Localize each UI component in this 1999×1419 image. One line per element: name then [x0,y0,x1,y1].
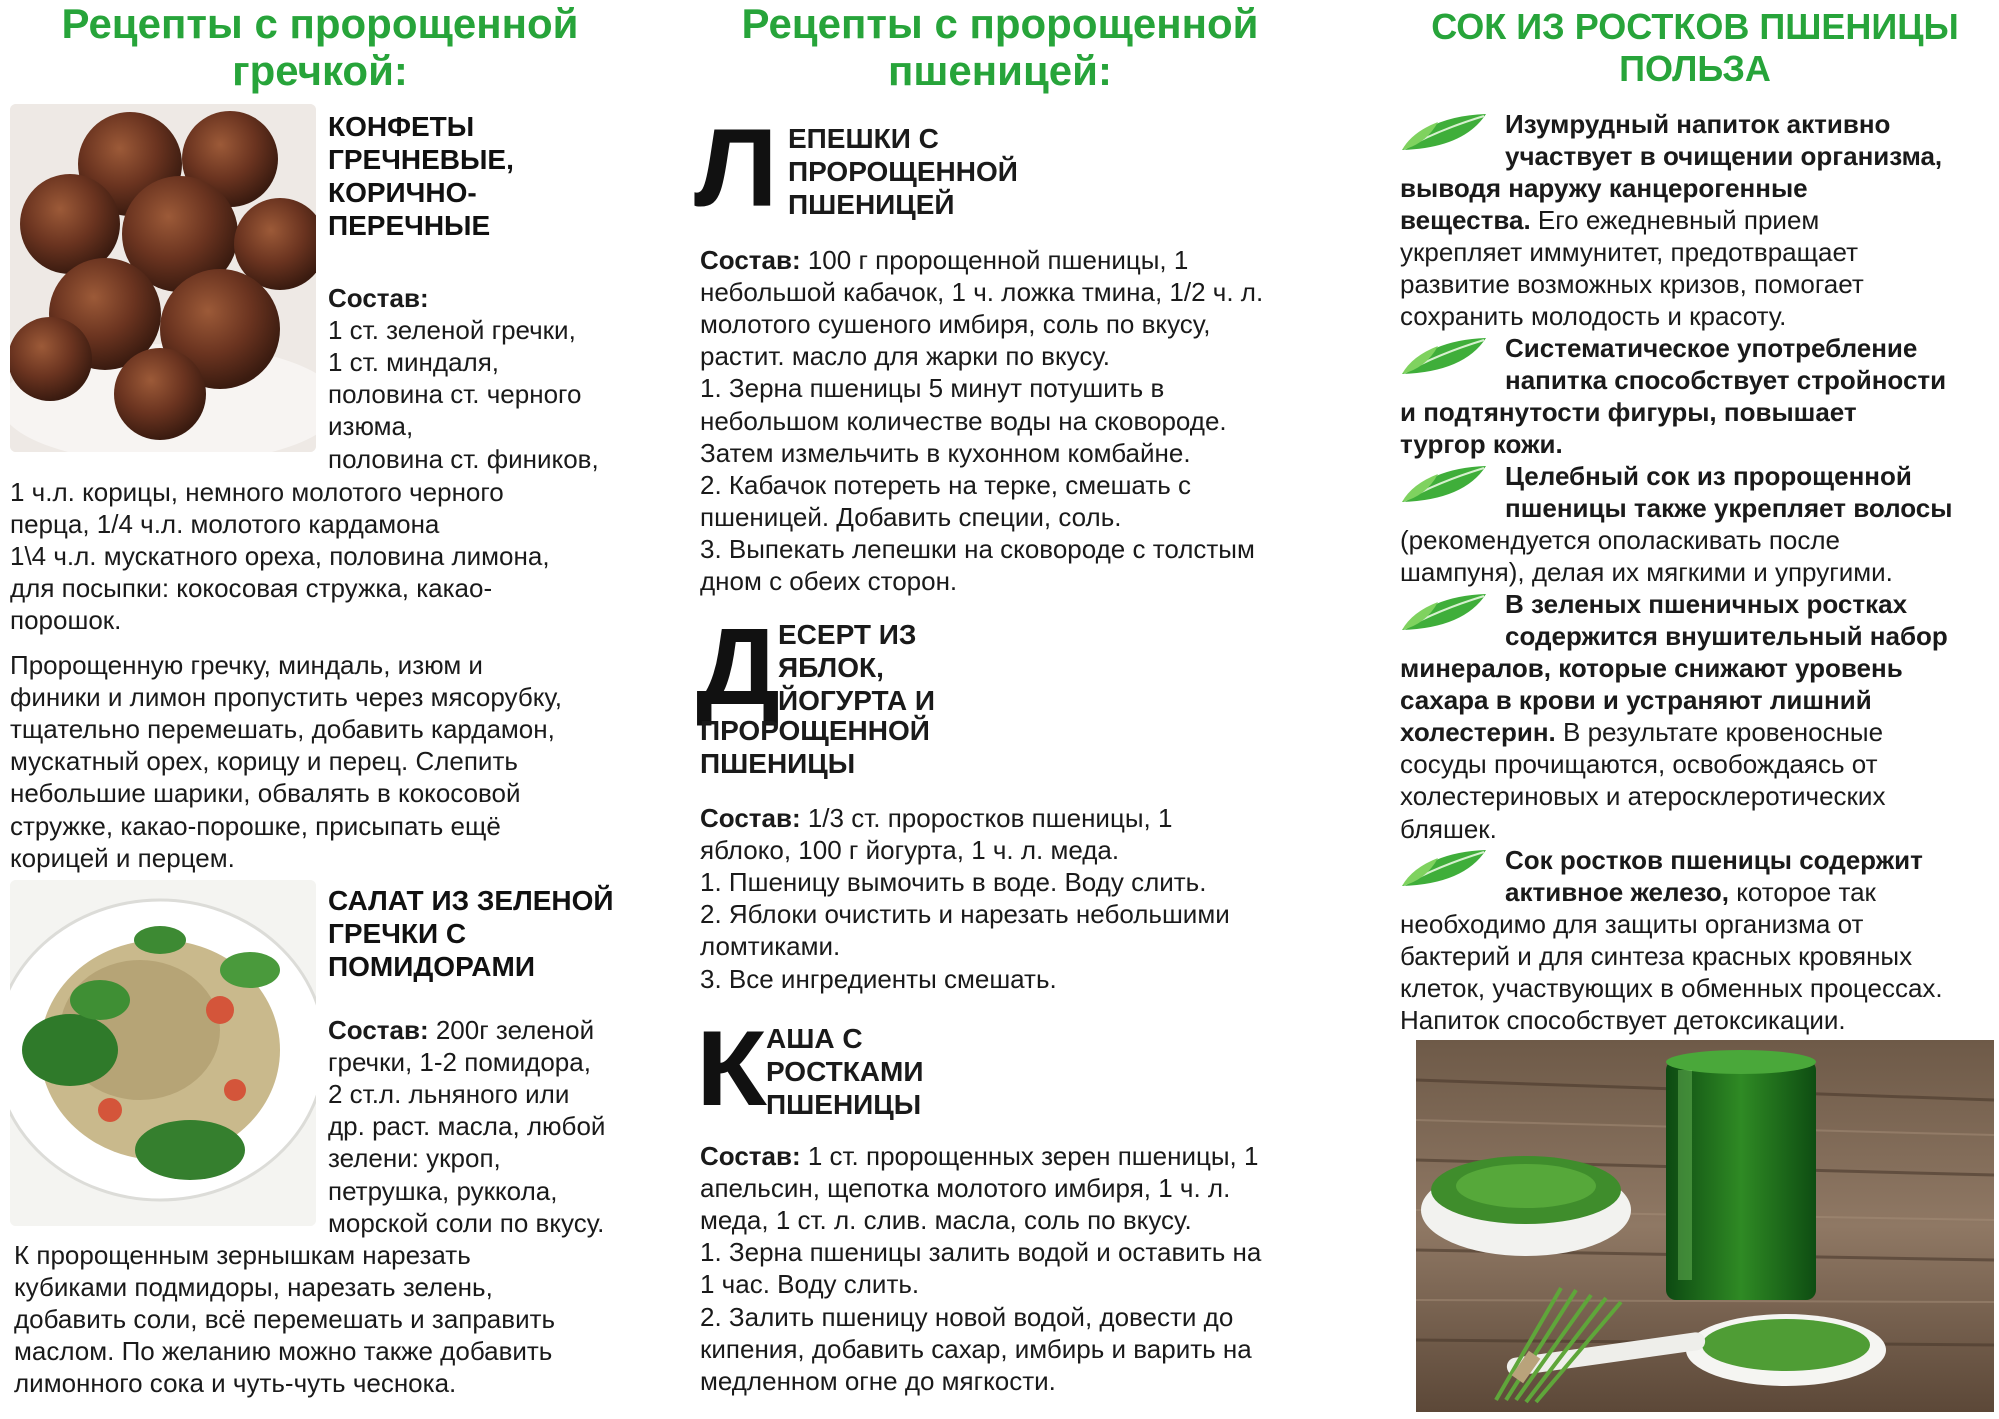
juice-image [1416,1040,1994,1412]
text-line: для посыпки: кокосовая стружка, какао- [10,573,493,604]
text-line: медленном огне до мягкости. [700,1365,1056,1396]
text-line: изюма, [328,411,414,442]
text-line: развитие возможных кризов, помогает [1400,269,1864,300]
text-line: тургор кожи. [1400,429,1563,460]
text-line: В результате кровеносные [1555,717,1884,748]
benefit-1-body [1400,172,1864,333]
text-line: сахара в крови и устраняют лишний [1400,685,1872,716]
text-line: минералов, которые снижают уровень [1400,653,1903,683]
text-line: Изумрудный напиток активно [1505,109,1891,139]
kasha-title-line: АША С [766,1023,863,1054]
candy-title-line: КОРИЧНО- [328,177,477,209]
text-line: 2 ст.л. льняного или [328,1079,570,1110]
text-line: участвует в очищении организма, [1505,141,1943,172]
text-line: др. раст. масла, любой [328,1111,606,1142]
text-line: пшеницей. Добавить специи, соль. [700,501,1122,532]
buckwheat-candy-photo [10,104,316,452]
text-line: 1 ст. зеленой гречки, [328,315,576,346]
candy-title-line: ПЕРЕЧНЫЕ [328,210,491,242]
text-line: 1 ст. миндаля, [328,347,500,378]
text-line: холестериновых и атеросклеротических [1400,781,1886,812]
text-line: К пророщенным зернышкам нарезать [14,1240,471,1270]
kasha-title-line: РОСТКАМИ [766,1056,924,1088]
text-line: 3. Выпекать лепешки на сковороде с толстым [700,533,1255,564]
text-line: бляшек. [1400,813,1497,844]
text-line: зелени: укроп, [328,1143,501,1174]
dessert-title-cont [700,714,930,780]
text-line: клеток, участвующих в обменных процессах. [1400,973,1943,1004]
text-line: 1/3 ст. проростков пшеницы, 1 [800,803,1173,833]
text-line: мускатный орех, корицу и перец. Слепить [10,746,518,777]
text-line: растит. масло для жарки по вкусу. [700,341,1110,372]
text-line: кипения, добавить сахар, имбирь и варить на [700,1333,1252,1364]
leaf-icon [1398,110,1490,156]
benefit-2-body [1400,396,1857,460]
lepeshki-body [700,244,1263,597]
lepeshki-title-line: ПРОРОЩЕННОЙ [788,156,1018,188]
benefit-5-lead [1505,844,1923,908]
text-line: необходимо для защиты организма от [1400,909,1864,939]
salad-ingredients [328,1014,605,1239]
text-line: 1\4 ч.л. мускатного ореха, половина лимона, [10,541,550,572]
dessert-title-line: ПРОРОЩЕННОЙ [700,715,930,746]
text-line: Систематическое употребление [1505,333,1918,363]
text-line: добавить соли, всё перемешать и заправить [14,1304,556,1335]
benefit-3-lead [1505,460,1952,524]
leaf-icon [1398,590,1490,636]
text-line: петрушка, руккола, [328,1175,558,1206]
lepeshki-title-line: ПШЕНИЦЕЙ [788,189,955,221]
text-line: маслом. По желанию можно также добавить [14,1336,553,1367]
dessert-title-line: ПШЕНИЦЫ [700,748,856,780]
text-line: 1 час. Воду слить. [700,1269,920,1300]
text-line: яблоко, 100 г йогурта, 1 ч. л. меда. [700,835,1120,866]
buckwheat-salad-photo [10,880,316,1226]
text-line: порошок. [10,605,122,636]
col2-heading-text: Рецепты с пророщенной пшеницей: [741,0,1259,95]
text-line: 1 ч.л. корицы, немного молотого черного [10,477,504,507]
lepeshki-title [788,122,1018,221]
sostav-label: Состав: [700,803,801,833]
kasha-title [766,1022,923,1121]
col1-heading [0,0,640,95]
text-line: сохранить молодость и красоту. [1400,301,1787,332]
text-line: выводя наружу канцерогенные [1400,173,1808,203]
text-line: 200г зеленой [428,1015,595,1045]
text-line: активное железо, [1505,877,1730,908]
dessert-title-line: ЯБЛОК, [778,652,884,684]
sostav-label: Состав: [700,245,801,275]
text-line: половина ст. фиников, [328,443,599,474]
text-line: половина ст. черного [328,379,582,410]
text-line: В зеленых пшеничных ростках [1505,589,1908,619]
candy-ingredients-side [328,282,599,475]
salad-title-line: ПОМИДОРАМИ [328,951,535,983]
salad-title-line: ГРЕЧКИ С [328,918,467,950]
candy-title [328,110,514,242]
text-line: Целебный сок из пророщенной [1505,461,1912,491]
col3-heading [1400,6,1990,90]
dessert-title-line: ЕСЕРТ ИЗ [778,619,917,650]
text-line: кубиками подмидоры, нарезать зелень, [14,1272,493,1303]
text-line: Затем измельчить в кухонном комбайне. [700,437,1191,468]
leaf-icon [1398,846,1490,892]
kasha-title-line: ПШЕНИЦЫ [766,1089,922,1121]
text-line: гречки, 1-2 помидора, [328,1047,591,1078]
text-line: пшеницы также укрепляет волосы [1505,493,1953,524]
sostav-label: Состав: [700,1141,801,1171]
salad-title-line: САЛАТ ИЗ ЗЕЛЕНОЙ [328,885,614,916]
text-line: (рекомендуется ополаскивать после [1400,525,1841,555]
text-line: Сок ростков пшеницы содержит [1505,845,1923,875]
candy-ingredients-full [10,476,550,637]
text-line: молотого сушеного имбиря, соль по вкусу, [700,309,1211,340]
candy-balls-image [10,104,316,452]
text-line: которое так [1729,877,1876,908]
leaf-icon [1398,334,1490,380]
col1-heading-text: Рецепты с пророщенной гречкой: [61,0,579,95]
text-line: сосуды прочищаются, освобождаясь от [1400,749,1878,780]
benefit-4-body [1400,652,1903,845]
benefit-1-lead [1505,108,1942,172]
text-line: шампуня), делая их мягкими и упругими. [1400,557,1893,588]
salad-image [10,880,316,1226]
text-line: морской соли по вкусу. [328,1207,605,1238]
dropcap-letter: К [696,1008,767,1128]
text-line: ломтиками. [700,931,841,962]
text-line: укрепляет иммунитет, предотвращает [1400,237,1858,268]
sostav-label: Состав: [328,1015,429,1045]
dessert-body [700,802,1230,995]
lepeshki-title-line: ЕПЕШКИ С [788,123,939,154]
text-line: 1. Пшеницу вымочить в воде. Воду слить. [700,867,1207,898]
text-line: финики и лимон пропустить через мясорубку, [10,682,563,713]
text-line: апельсин, щепотка молотого имбиря, 1 ч. л. [700,1173,1231,1204]
candy-title-line: КОНФЕТЫ [328,111,475,142]
dessert-title-line: ЙОГУРТА И [778,685,935,717]
dropcap-letter: Л [694,106,775,230]
text-line: 2. Залить пшеницу новой водой, довести до [700,1301,1234,1332]
text-line: напитка способствует стройности [1505,365,1947,396]
sostav-label: Состав: [328,283,429,313]
text-line: 3. Все ингредиенты смешать. [700,963,1057,994]
candy-method [10,649,562,874]
text-line: 1. Зерна пшеницы 5 минут потушить в [700,373,1165,404]
col3-heading-line: ПОЛЬЗА [1619,48,1771,90]
text-line: Пророщенную гречку, миндаль, изюм и [10,650,483,680]
dropcap-letter: Д [696,606,781,728]
text-line: и подтянутости фигуры, повышает [1400,397,1857,427]
benefit-5-body [1400,908,1943,1036]
text-line: лимонного сока и чуть-чуть чеснока. [14,1368,457,1399]
leaf-icon [1398,462,1490,508]
text-line: 100 г пророщенной пшеницы, 1 [800,245,1189,275]
candy-title-line: ГРЕЧНЕВЫЕ, [328,144,514,176]
col2-heading [690,0,1310,95]
col3-heading-line: СОК ИЗ РОСТКОВ ПШЕНИЦЫ [1431,6,1959,47]
text-line: тщательно перемешать, добавить кардамон, [10,714,555,745]
benefit-4-lead [1505,588,1948,652]
salad-method [14,1239,555,1400]
text-line: содержится внушительный набор [1505,621,1948,652]
benefit-3-body [1400,524,1893,588]
salad-title [328,884,614,983]
text-line: меда, 1 ст. л. слив. масла, соль по вкусу. [700,1205,1192,1236]
wheatgrass-juice-photo [1416,1040,1994,1412]
benefit-2-lead [1505,332,1946,396]
text-line: 2. Яблоки очистить и нарезать небольшими [700,899,1230,930]
text-line: небольшие шарики, обвалять в кокосовой [10,778,521,809]
text-line: Его ежедневный прием [1530,205,1820,236]
text-line: дном с обеих сторон. [700,566,958,597]
text-line: небольшом количестве воды на сковороде. [700,405,1227,436]
text-line: корицей и перцем. [10,842,235,873]
text-line: 2. Кабачок потереть на терке, смешать с [700,469,1191,500]
dessert-title [778,618,935,717]
kasha-body [700,1140,1261,1397]
text-line: 1. Зерна пшеницы залить водой и оставить на [700,1237,1262,1268]
text-line: вещества. [1400,205,1531,236]
text-line: бактерий и для синтеза красных кровяных [1400,941,1913,972]
text-line: перца, 1/4 ч.л. молотого кардамона [10,509,440,540]
text-line: 1 ст. пророщенных зерен пшеницы, 1 [800,1141,1259,1171]
text-line: небольшой кабачок, 1 ч. ложка тмина, 1/2 ч. л. [700,277,1264,308]
text-line: стружке, какао-порошке, присыпать ещё [10,810,501,841]
text-line: Напиток способствует детоксикации. [1400,1005,1846,1036]
text-line: холестерин. [1400,717,1556,748]
